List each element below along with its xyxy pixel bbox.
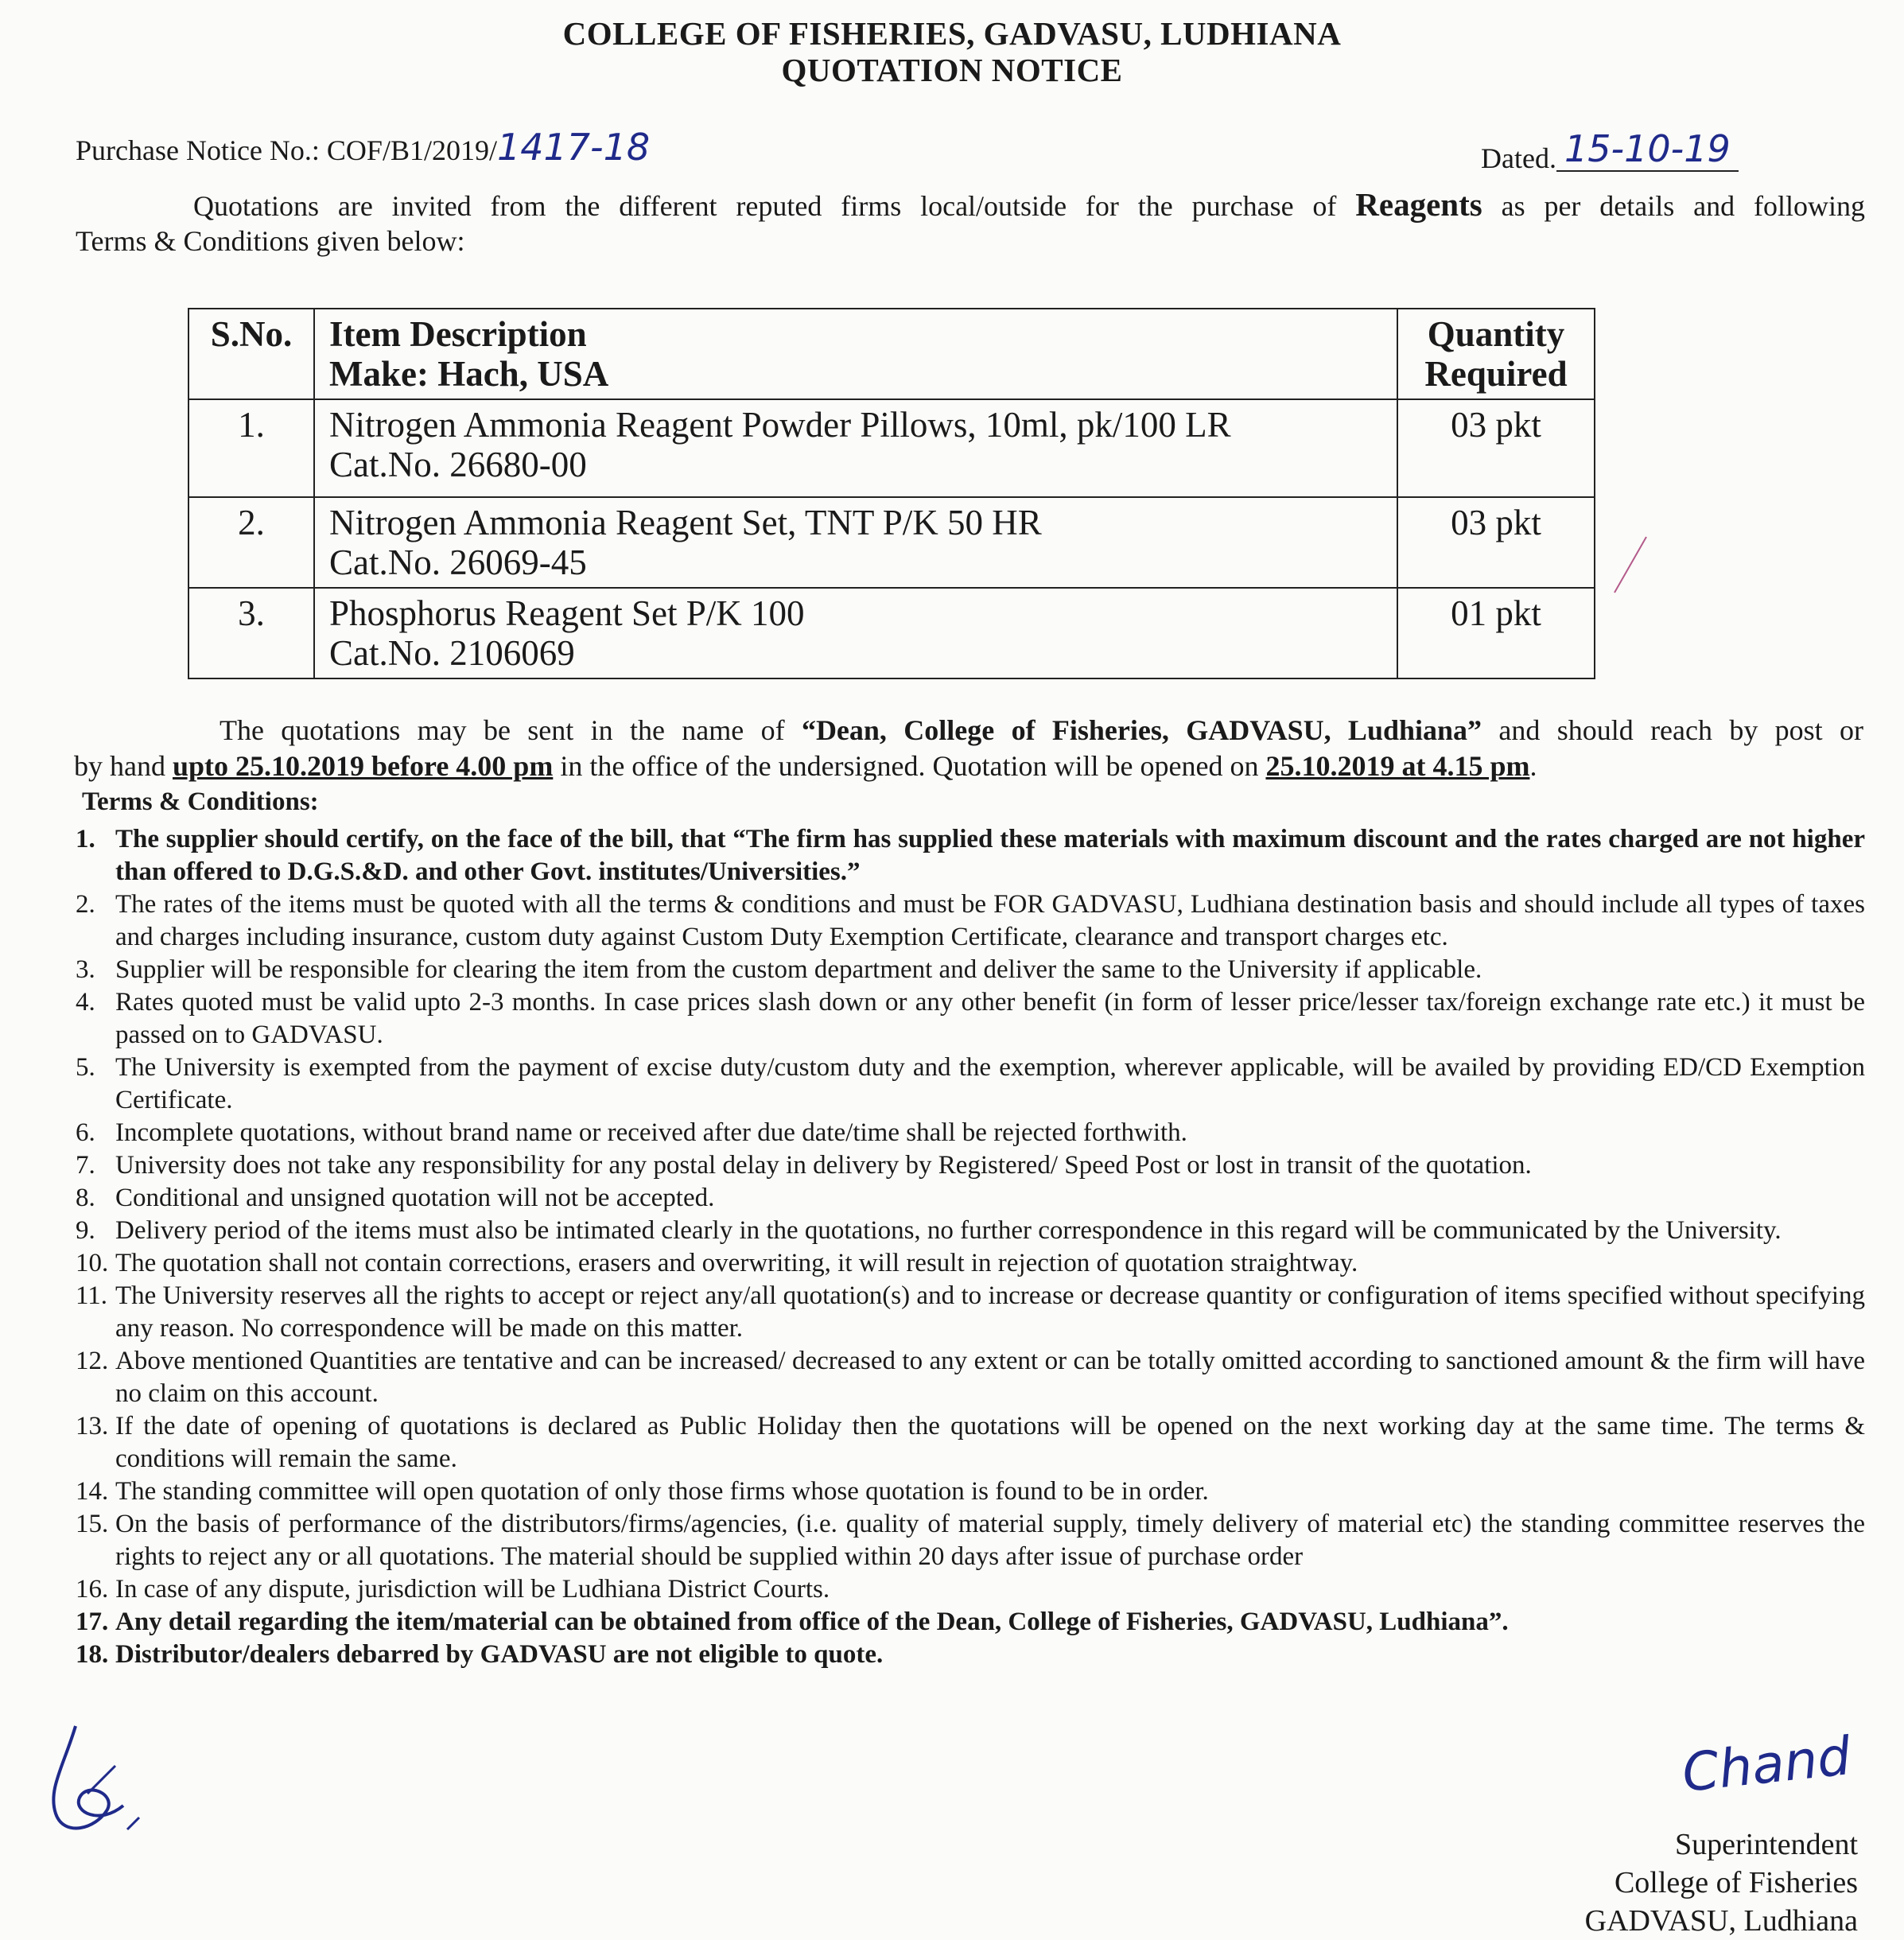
intro-paragraph xyxy=(76,187,1865,259)
signatory-title: Superintendent xyxy=(1674,1828,1858,1861)
term-item: 10. The quotation shall not contain corrections, erasers and overwriting, it will result in rejection of quotation straightway. xyxy=(76,1249,1358,1277)
row-description: Phosphorus Reagent Set P/K 100 Cat.No. 2106069 xyxy=(314,588,1397,678)
items-table-header xyxy=(188,309,1595,399)
row-sno: 3. xyxy=(188,588,314,678)
college-heading: COLLEGE OF FISHERIES, GADVASU, LUDHIANA xyxy=(562,15,1342,52)
row-sno: 1. xyxy=(188,399,314,497)
term-item: 9. Delivery period of the items must also be intimated clearly in the quotations, no further correspondence in this regard will be communicated by the University. xyxy=(76,1216,1782,1245)
term-item: 18. Distributor/dealers debarred by GADVASU are not eligible to quote. xyxy=(76,1640,884,1669)
initials-signature-mark xyxy=(32,1718,143,1853)
deadline-text: upto 25.10.2019 before 4.00 pm xyxy=(172,750,554,782)
term-item: 5. The University is exempted from the payment of excise duty/custom duty and the exemption, wherever applicable, will be availed by providing ED/CD Exemption Certificate. xyxy=(76,1053,1865,1114)
term-item: 2. The rates of the items must be quoted with all the terms & conditions and must be FOR GADVASU, Ludhiana destination basis and should include all types of taxes and charges including insurance, custom duty against Custom Duty Exemption Certificate, clearance and transport charges etc. xyxy=(76,890,1865,951)
row-description: Nitrogen Ammonia Reagent Set, TNT P/K 50 HR Cat.No. 26069-45 xyxy=(314,497,1397,588)
term-item: 7. University does not take any responsibility for any postal delay in delivery by Registered/ Speed Post or lost in transit of the quotation. xyxy=(76,1151,1532,1180)
terms-list xyxy=(76,823,1865,1671)
row-quantity: 03 pkt xyxy=(1397,497,1595,588)
table-row xyxy=(188,399,1595,497)
notice-title: QUOTATION NOTICE xyxy=(781,52,1123,88)
signatory-location: GADVASU, Ludhiana xyxy=(1584,1904,1858,1938)
signature-block xyxy=(1585,1825,1858,1940)
dated-value: 15-10-19 xyxy=(1556,127,1739,172)
superintendent-signature: Chand xyxy=(1679,1725,1854,1804)
table-row xyxy=(188,588,1595,678)
term-item: 8. Conditional and unsigned quotation will not be accepted. xyxy=(76,1184,715,1212)
opening-text: 25.10.2019 at 4.15 pm xyxy=(1265,750,1530,782)
submission-paragraph xyxy=(74,713,1863,784)
term-item: 11. The University reserves all the rights to accept or reject any/all quotation(s) and to increase or decrease quantity or configuration of items specified without specifying any reason. No correspondence will be made on this matter. xyxy=(76,1281,1865,1343)
submission-line-2: by hand upto 25.10.2019 before 4.00 pm in the office of the undersigned. Quotation will be opened on 25.10.2019 at 4.15 pm. xyxy=(74,750,1537,782)
term-item: 12. Above mentioned Quantities are tentative and can be increased/ decreased to any extent or can be totally omitted according to sanctioned amount & the firm will have no claim on this account. xyxy=(76,1347,1865,1408)
col-description: Item Description Make: Hach, USA xyxy=(314,309,1397,399)
term-item: 13. If the date of opening of quotations is declared as Public Holiday then the quotations will be opened on the next working day at the same time. The terms & conditions will remain the same. xyxy=(76,1412,1865,1473)
table-row xyxy=(188,497,1595,588)
dated-line xyxy=(1481,127,1739,176)
term-item: 16. In case of any dispute, jurisdiction will be Ludhiana District Courts. xyxy=(76,1575,830,1604)
term-item: 3. Supplier will be responsible for clearing the item from the custom department and deliver the same to the University if applicable. xyxy=(76,955,1482,984)
intro-line-2: Terms & Conditions given below: xyxy=(76,225,465,257)
dean-name: “Dean, College of Fisheries, GADVASU, Ludhiana” xyxy=(801,714,1482,746)
row-quantity: 01 pkt xyxy=(1397,588,1595,678)
row-quantity: 03 pkt xyxy=(1397,399,1595,497)
term-item: 17. Any detail regarding the item/material can be obtained from office of the Dean, College of Fisheries, GADVASU, Ludhiana”. xyxy=(76,1608,1509,1636)
intro-line-1: Quotations are invited from the different reputed firms local/outside for the purchase of Reagents as per details and following xyxy=(193,186,1865,223)
intro-item: Reagents xyxy=(1355,186,1482,223)
term-item: 1. The supplier should certify, on the face of the bill, that “The firm has supplied these materials with maximum discount and the rates charged are not higher than offered to D.G.S.&D. and other Govt. institutes/Universities.” xyxy=(76,825,1865,886)
row-sno: 2. xyxy=(188,497,314,588)
pen-tick-mark xyxy=(1607,529,1654,601)
term-item: 14. The standing committee will open quotation of only those firms whose quotation is found to be in order. xyxy=(76,1477,1209,1506)
col-quantity: Quantity Required xyxy=(1397,309,1595,399)
terms-heading: Terms & Conditions: xyxy=(82,787,319,816)
purchase-notice-label: Purchase Notice No.: COF/B1/2019/ xyxy=(76,134,497,166)
signatory-office: College of Fisheries xyxy=(1614,1866,1858,1899)
purchase-notice-line xyxy=(76,126,651,169)
row-description: Nitrogen Ammonia Reagent Powder Pillows, 10ml, pk/100 LR Cat.No. 26680-00 xyxy=(314,399,1397,497)
term-item: 4. Rates quoted must be valid upto 2-3 months. In case prices slash down or any other benefit (in form of lesser price/lesser tax/foreign exchange rate etc.) it must be passed on to GADVASU. xyxy=(76,988,1865,1049)
items-table xyxy=(188,308,1595,679)
col-sno: S.No. xyxy=(188,309,314,399)
term-item: 15. On the basis of performance of the distributors/firms/agencies, (i.e. quality of material supply, timely delivery of material etc) the standing committee reserves the rights to reject any or all quotations. The material should be supplied within 20 days after issue of purchase order xyxy=(76,1510,1865,1571)
dated-label: Dated. xyxy=(1481,142,1556,174)
purchase-notice-number: 1417-18 xyxy=(496,126,651,169)
term-item: 6. Incomplete quotations, without brand name or received after due date/time shall be rejected forthwith. xyxy=(76,1118,1187,1147)
submission-line-1: The quotations may be sent in the name of “Dean, College of Fisheries, GADVASU, Ludhiana” and should reach by post or xyxy=(220,714,1864,746)
